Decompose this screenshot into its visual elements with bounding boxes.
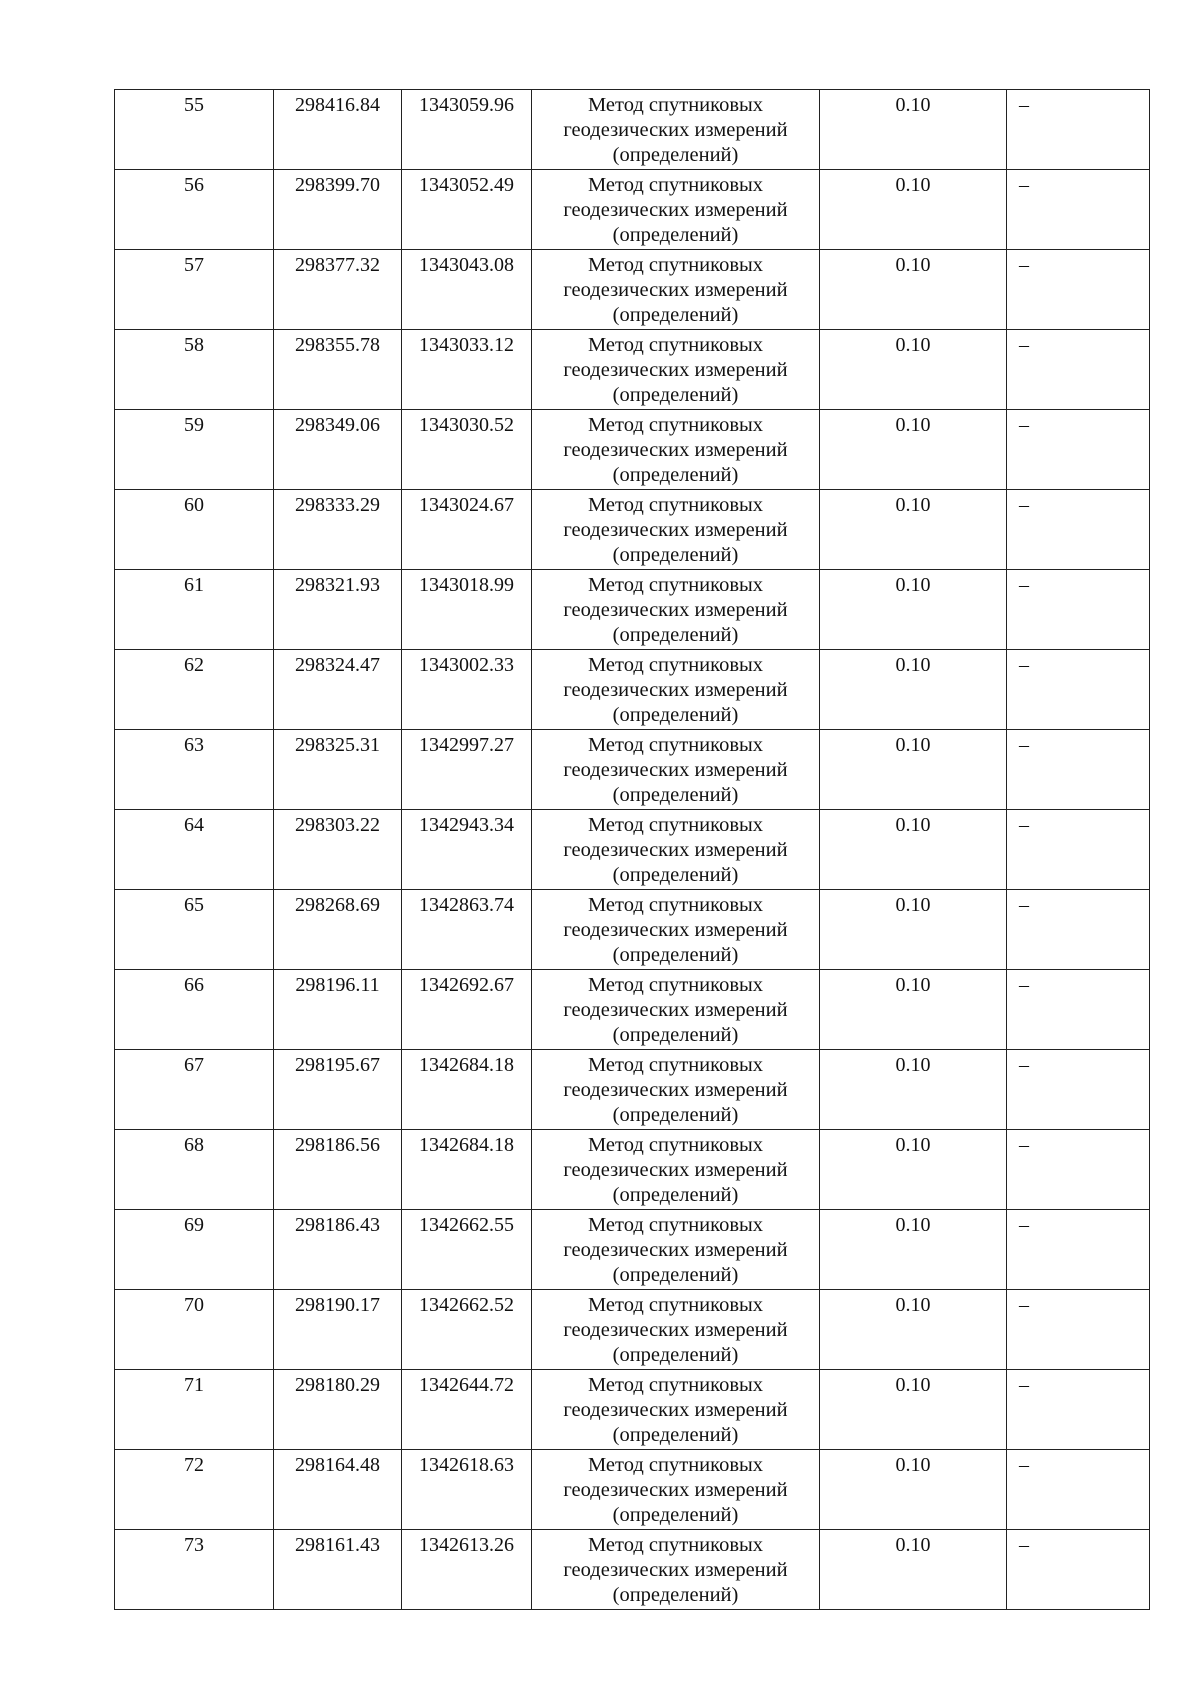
note-cell: – (1007, 1450, 1150, 1530)
precision-cell: 0.10 (820, 90, 1007, 170)
note-cell: – (1007, 1050, 1150, 1130)
method-cell: Метод спутниковых геодезических измерений (определений) (532, 250, 820, 330)
point-number-cell: 68 (115, 1130, 274, 1210)
y-coordinate-cell: 1343030.52 (402, 410, 532, 490)
table-row (115, 250, 1150, 330)
table-row (115, 490, 1150, 570)
precision-cell: 0.10 (820, 410, 1007, 490)
point-number-cell: 72 (115, 1450, 274, 1530)
table-row (115, 730, 1150, 810)
point-number-cell: 62 (115, 650, 274, 730)
x-coordinate-cell: 298399.70 (274, 170, 402, 250)
x-coordinate-cell: 298416.84 (274, 90, 402, 170)
x-coordinate-cell: 298324.47 (274, 650, 402, 730)
precision-cell: 0.10 (820, 330, 1007, 410)
note-cell: – (1007, 90, 1150, 170)
precision-cell: 0.10 (820, 1130, 1007, 1210)
y-coordinate-cell: 1342644.72 (402, 1370, 532, 1450)
x-coordinate-cell: 298196.11 (274, 970, 402, 1050)
precision-cell: 0.10 (820, 1450, 1007, 1530)
y-coordinate-cell: 1342997.27 (402, 730, 532, 810)
table-row (115, 570, 1150, 650)
method-cell: Метод спутниковых геодезических измерений (определений) (532, 1450, 820, 1530)
note-cell: – (1007, 730, 1150, 810)
precision-cell: 0.10 (820, 570, 1007, 650)
table-row (115, 1370, 1150, 1450)
table-row (115, 1210, 1150, 1290)
table-row (115, 410, 1150, 490)
point-number-cell: 57 (115, 250, 274, 330)
coordinates-table (114, 89, 1150, 1610)
y-coordinate-cell: 1342618.63 (402, 1450, 532, 1530)
point-number-cell: 55 (115, 90, 274, 170)
table-row (115, 890, 1150, 970)
note-cell: – (1007, 890, 1150, 970)
note-cell: – (1007, 170, 1150, 250)
precision-cell: 0.10 (820, 250, 1007, 330)
table-row (115, 1450, 1150, 1530)
y-coordinate-cell: 1343033.12 (402, 330, 532, 410)
note-cell: – (1007, 970, 1150, 1050)
y-coordinate-cell: 1342662.52 (402, 1290, 532, 1370)
point-number-cell: 64 (115, 810, 274, 890)
x-coordinate-cell: 298325.31 (274, 730, 402, 810)
precision-cell: 0.10 (820, 1050, 1007, 1130)
y-coordinate-cell: 1342613.26 (402, 1530, 532, 1610)
point-number-cell: 71 (115, 1370, 274, 1450)
point-number-cell: 73 (115, 1530, 274, 1610)
coordinates-table-body (115, 90, 1150, 1610)
y-coordinate-cell: 1343018.99 (402, 570, 532, 650)
note-cell: – (1007, 1370, 1150, 1450)
method-cell: Метод спутниковых геодезических измерений (определений) (532, 890, 820, 970)
point-number-cell: 67 (115, 1050, 274, 1130)
table-row (115, 650, 1150, 730)
method-cell: Метод спутниковых геодезических измерений (определений) (532, 1210, 820, 1290)
method-cell: Метод спутниковых геодезических измерений (определений) (532, 970, 820, 1050)
method-cell: Метод спутниковых геодезических измерений (определений) (532, 330, 820, 410)
x-coordinate-cell: 298268.69 (274, 890, 402, 970)
precision-cell: 0.10 (820, 1370, 1007, 1450)
point-number-cell: 66 (115, 970, 274, 1050)
note-cell: – (1007, 570, 1150, 650)
precision-cell: 0.10 (820, 730, 1007, 810)
x-coordinate-cell: 298321.93 (274, 570, 402, 650)
method-cell: Метод спутниковых геодезических измерений (определений) (532, 1050, 820, 1130)
note-cell: – (1007, 1530, 1150, 1610)
table-row (115, 1130, 1150, 1210)
method-cell: Метод спутниковых геодезических измерений (определений) (532, 490, 820, 570)
point-number-cell: 61 (115, 570, 274, 650)
note-cell: – (1007, 410, 1150, 490)
point-number-cell: 63 (115, 730, 274, 810)
x-coordinate-cell: 298377.32 (274, 250, 402, 330)
precision-cell: 0.10 (820, 810, 1007, 890)
note-cell: – (1007, 1130, 1150, 1210)
y-coordinate-cell: 1343002.33 (402, 650, 532, 730)
x-coordinate-cell: 298355.78 (274, 330, 402, 410)
method-cell: Метод спутниковых геодезических измерений (определений) (532, 1530, 820, 1610)
note-cell: – (1007, 1290, 1150, 1370)
method-cell: Метод спутниковых геодезических измерений (определений) (532, 1370, 820, 1450)
y-coordinate-cell: 1343052.49 (402, 170, 532, 250)
x-coordinate-cell: 298333.29 (274, 490, 402, 570)
x-coordinate-cell: 298303.22 (274, 810, 402, 890)
method-cell: Метод спутниковых геодезических измерений (определений) (532, 650, 820, 730)
precision-cell: 0.10 (820, 490, 1007, 570)
method-cell: Метод спутниковых геодезических измерений (определений) (532, 570, 820, 650)
x-coordinate-cell: 298195.67 (274, 1050, 402, 1130)
y-coordinate-cell: 1342943.34 (402, 810, 532, 890)
table-row (115, 90, 1150, 170)
note-cell: – (1007, 1210, 1150, 1290)
point-number-cell: 60 (115, 490, 274, 570)
point-number-cell: 59 (115, 410, 274, 490)
precision-cell: 0.10 (820, 170, 1007, 250)
point-number-cell: 69 (115, 1210, 274, 1290)
point-number-cell: 58 (115, 330, 274, 410)
x-coordinate-cell: 298161.43 (274, 1530, 402, 1610)
method-cell: Метод спутниковых геодезических измерений (определений) (532, 170, 820, 250)
table-row (115, 170, 1150, 250)
method-cell: Метод спутниковых геодезических измерений (определений) (532, 90, 820, 170)
precision-cell: 0.10 (820, 1210, 1007, 1290)
method-cell: Метод спутниковых геодезических измерений (определений) (532, 810, 820, 890)
precision-cell: 0.10 (820, 890, 1007, 970)
note-cell: – (1007, 490, 1150, 570)
x-coordinate-cell: 298186.56 (274, 1130, 402, 1210)
table-row (115, 1530, 1150, 1610)
note-cell: – (1007, 810, 1150, 890)
y-coordinate-cell: 1342863.74 (402, 890, 532, 970)
y-coordinate-cell: 1342684.18 (402, 1130, 532, 1210)
table-row (115, 1290, 1150, 1370)
y-coordinate-cell: 1343043.08 (402, 250, 532, 330)
precision-cell: 0.10 (820, 1530, 1007, 1610)
point-number-cell: 70 (115, 1290, 274, 1370)
y-coordinate-cell: 1343024.67 (402, 490, 532, 570)
point-number-cell: 65 (115, 890, 274, 970)
note-cell: – (1007, 650, 1150, 730)
method-cell: Метод спутниковых геодезических измерений (определений) (532, 1290, 820, 1370)
table-row (115, 970, 1150, 1050)
x-coordinate-cell: 298164.48 (274, 1450, 402, 1530)
method-cell: Метод спутниковых геодезических измерений (определений) (532, 730, 820, 810)
x-coordinate-cell: 298180.29 (274, 1370, 402, 1450)
x-coordinate-cell: 298349.06 (274, 410, 402, 490)
x-coordinate-cell: 298190.17 (274, 1290, 402, 1370)
note-cell: – (1007, 330, 1150, 410)
x-coordinate-cell: 298186.43 (274, 1210, 402, 1290)
table-row (115, 810, 1150, 890)
method-cell: Метод спутниковых геодезических измерений (определений) (532, 1130, 820, 1210)
point-number-cell: 56 (115, 170, 274, 250)
method-cell: Метод спутниковых геодезических измерений (определений) (532, 410, 820, 490)
precision-cell: 0.10 (820, 650, 1007, 730)
precision-cell: 0.10 (820, 970, 1007, 1050)
table-row (115, 330, 1150, 410)
y-coordinate-cell: 1343059.96 (402, 90, 532, 170)
y-coordinate-cell: 1342692.67 (402, 970, 532, 1050)
y-coordinate-cell: 1342684.18 (402, 1050, 532, 1130)
precision-cell: 0.10 (820, 1290, 1007, 1370)
note-cell: – (1007, 250, 1150, 330)
table-row (115, 1050, 1150, 1130)
y-coordinate-cell: 1342662.55 (402, 1210, 532, 1290)
